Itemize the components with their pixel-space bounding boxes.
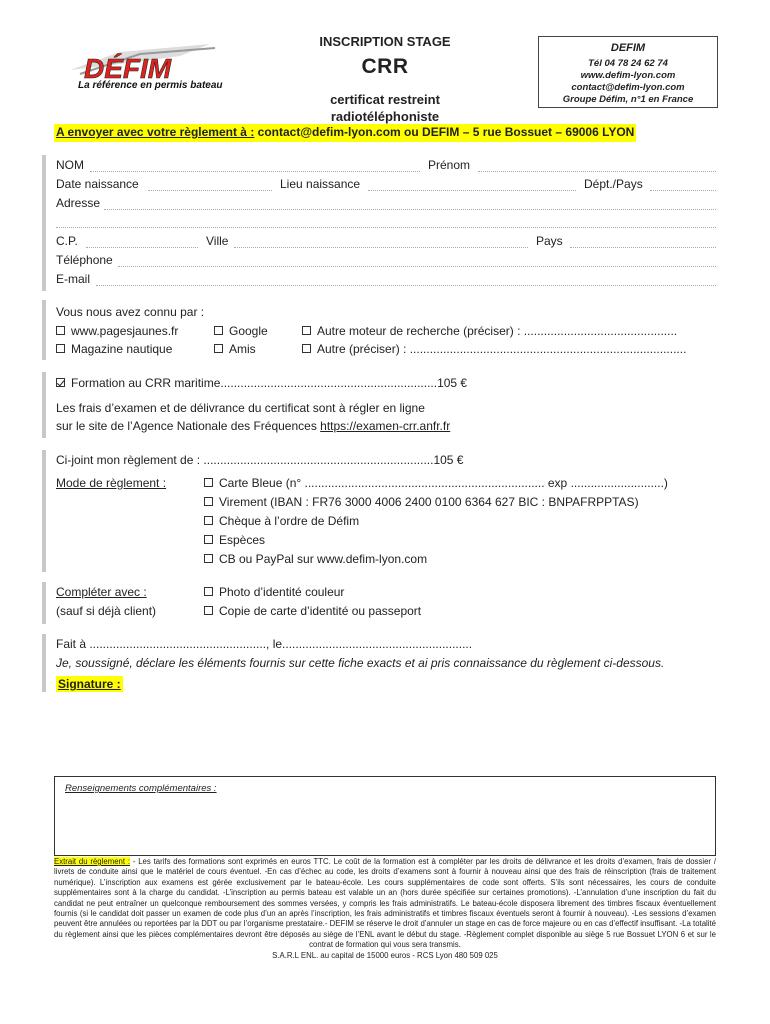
cp-field[interactable] [86, 247, 198, 248]
identity-section [42, 155, 46, 291]
magazine-checkbox[interactable] [56, 344, 65, 353]
email-label: E-mail [56, 272, 91, 286]
pay-especes[interactable] [204, 533, 265, 547]
cp-label: C.P. [56, 234, 78, 248]
lieu-naissance-label: Lieu naissance [280, 177, 361, 191]
pays-label: Pays [536, 234, 563, 248]
additional-info-label: Renseignements complémentaires : [65, 783, 217, 794]
regulation-lead: Extrait du règlement : [54, 857, 131, 866]
pagesjaunes-label: www.pagesjaunes.fr [71, 324, 179, 338]
photo-checkbox[interactable] [204, 587, 213, 596]
opt-autre-moteur[interactable] [302, 324, 677, 338]
cb-paypal-label: CB ou PayPal sur www.defim-lyon.com [219, 552, 428, 566]
google-label: Google [229, 324, 268, 338]
title-line2: CRR [361, 55, 409, 78]
especes-label: Espèces [219, 533, 266, 547]
prenom-label: Prénom [428, 158, 471, 172]
virement-checkbox[interactable] [204, 497, 213, 506]
telephone-field[interactable] [118, 266, 716, 267]
doc-photo[interactable] [204, 585, 344, 599]
payment-joint: Ci-joint mon règlement de : .....................................................................105 € [56, 453, 464, 467]
autre-label: Autre (préciser) : ................................................................................... [317, 342, 687, 356]
adresse-field[interactable] [104, 209, 716, 210]
source-section [42, 300, 46, 360]
pay-cb-paypal[interactable] [204, 552, 427, 566]
pays-field[interactable] [570, 247, 716, 248]
especes-checkbox[interactable] [204, 535, 213, 544]
title-line3: certificat restreint [330, 92, 440, 107]
cheque-label: Chèque à l’ordre de Défim [219, 514, 360, 528]
form-title-block [300, 34, 470, 125]
fait-a-field[interactable]: Fait à ....................................................., le......................................................... [56, 637, 473, 651]
autre-moteur-label: Autre moteur de recherche (préciser) : .............................................. [317, 324, 678, 338]
date-naissance-field[interactable] [148, 190, 272, 191]
formation-section [42, 372, 46, 438]
autre-checkbox[interactable] [302, 344, 311, 353]
nom-label: NOM [56, 158, 84, 172]
carte-label: Carte Bleue (n° ........................................................................ exp ............................) [219, 476, 668, 490]
complete-section [42, 582, 46, 624]
magazine-label: Magazine nautique [71, 342, 173, 356]
carte-checkbox[interactable] [204, 478, 213, 487]
prenom-field[interactable] [478, 171, 716, 172]
fees-line1: Les frais d’examen et de délivrance du certificat sont à régler en ligne [56, 401, 425, 415]
dept-pays-label: Dépt./Pays [584, 177, 643, 191]
pagesjaunes-checkbox[interactable] [56, 326, 65, 335]
copie-checkbox[interactable] [204, 606, 213, 615]
ville-field[interactable] [234, 247, 528, 248]
payment-section [42, 450, 46, 572]
banner-address: contact@defim-lyon.com ou DEFIM – 5 rue Bossuet – 69006 LYON [254, 125, 635, 139]
formation-label: Formation au CRR maritime.................................................................105 € [71, 376, 468, 390]
formation-checkbox[interactable] [56, 378, 65, 387]
regulation-excerpt [54, 857, 716, 961]
complete-sub: (sauf si déjà client) [56, 604, 157, 618]
google-checkbox[interactable] [214, 326, 223, 335]
email: contact@defim-lyon.com [571, 82, 685, 93]
adresse-field-line2[interactable] [56, 227, 716, 228]
website: www.defim-lyon.com [580, 70, 676, 81]
opt-pagesjaunes[interactable] [56, 324, 178, 338]
regulation-text: - Les tarifs des formations sont exprimés en euros TTC. Le coût de la formation est à compléter par les droits de délivrance et les droits d’examen, frais de dossier / livrets de conduite ainsi que le matériel de cours éventuel. -En cas d’échec au code, les droits d’examens sont à fournir à nouveau ainsi que des frais de réinscription (frais de traitement numérique). L’inscription aux examens est gérée exclusivement par le bateau-école. Les cours supplémentaires de code sont offerts. S’ils sont nécessaires, les cours de conduite supplémentaires sont à la charge du candidat. -L’inscription au permis bateau est valable un an (hors durée spécifiée sur certaines promotions). -L’annulation d’une inscription du fait du candidat ne peut entraîner un quelconque remboursement des sommes versées, y compris les frais administratifs. Le bateau-école disposera librement des timbres fiscaux éventuellement fournis (si le candidat doit passer un examen de code plus d’un an après l’inscription, les frais administratifs et timbres fiscaux éventuels seront à fournir à nouveau). -Les sessions d’examen peuvent être annulées ou reportées par la DDT ou par l’organisme prestataire.- DEFIM se réserve le droit d’annuler un stage en cas de force majeure ou en cas d’effectif insuffisant. -La totalité du règlement ainsi que les pièces complémentaires devront être déposés au siège de l’ENL avant le début du stage. -Règlement complet disponible au siège 5 rue Bossuet LYON 6 et sur le contrat de formation qui vous sera transmis. [54, 857, 716, 950]
opt-autre[interactable] [302, 342, 686, 356]
opt-magazine[interactable] [56, 342, 172, 356]
dept-pays-field[interactable] [650, 190, 716, 191]
additional-info-box[interactable] [54, 776, 716, 856]
opt-amis[interactable] [214, 342, 256, 356]
fees-line2 [56, 419, 450, 433]
anfr-link[interactable]: https://examen-crr.anfr.fr [320, 419, 451, 433]
formation-crr[interactable] [56, 376, 467, 390]
amis-checkbox[interactable] [214, 344, 223, 353]
contact-box [538, 36, 718, 108]
telephone-label: Téléphone [56, 253, 113, 267]
autre-moteur-checkbox[interactable] [302, 326, 311, 335]
group: Groupe Défim, n°1 en France [562, 94, 694, 105]
fees-line2-text: sur le site de l’Agence Nationale des Fréquences [56, 419, 321, 433]
logo-wordmark: DÉFIM [84, 53, 172, 84]
send-to-banner [54, 124, 636, 142]
source-question: Vous nous avez connu par : [56, 305, 205, 319]
doc-copie[interactable] [204, 604, 421, 618]
pay-carte[interactable] [204, 476, 668, 490]
declaration-section [42, 634, 46, 692]
lieu-naissance-field[interactable] [368, 190, 576, 191]
email-field[interactable] [96, 285, 716, 286]
pay-cheque[interactable] [204, 514, 359, 528]
opt-google[interactable] [214, 324, 268, 338]
copie-label: Copie de carte d’identité ou passeport [219, 604, 422, 618]
tagline: La référence en permis bateau [78, 80, 223, 91]
cheque-checkbox[interactable] [204, 516, 213, 525]
adresse-label: Adresse [56, 196, 101, 210]
declaration-text: Je, soussigné, déclare les éléments fournis sur cette fiche exacts et ai pris connaissance du règlement ci-dessous. [56, 656, 665, 670]
nom-field[interactable] [90, 171, 420, 172]
phone: Tél 04 78 24 62 74 [588, 58, 668, 69]
complete-label: Compléter avec : [56, 585, 147, 599]
title-line4: radiotéléphoniste [330, 109, 440, 124]
cb-paypal-checkbox[interactable] [204, 554, 213, 563]
virement-label: Virement (IBAN : FR76 3000 4006 2400 0100 6364 627 BIC : BNPAFRPPTAS) [219, 495, 639, 509]
ville-label: Ville [206, 234, 229, 248]
payment-mode-label: Mode de règlement : [56, 476, 167, 490]
title-line1: INSCRIPTION STAGE [319, 34, 451, 49]
banner-prefix: A envoyer avec votre règlement à : [56, 125, 255, 139]
photo-label: Photo d’identité couleur [219, 585, 345, 599]
amis-label: Amis [229, 342, 256, 356]
company-footer: S.A.R.L ENL. au capital de 15000 euros - RCS Lyon 480 509 025 [272, 950, 498, 960]
date-naissance-label: Date naissance [56, 177, 139, 191]
pay-virement[interactable] [204, 495, 639, 509]
company-name: DEFIM [610, 42, 646, 54]
signature-label: Signature : [58, 677, 121, 691]
